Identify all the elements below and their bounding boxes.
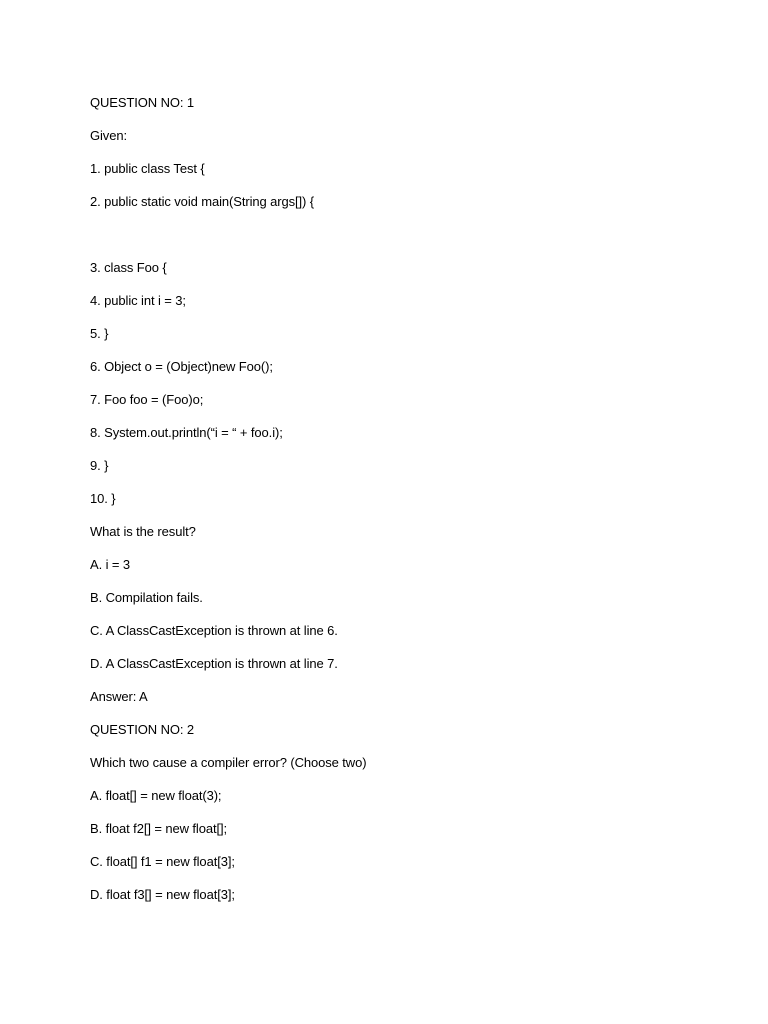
question-2-option-b: B. float f2[] = new float[];	[90, 821, 228, 836]
question-2-prompt: Which two cause a compiler error? (Choose two)	[90, 755, 367, 770]
code-line-1: 1. public class Test {	[90, 161, 205, 176]
question-1-heading: QUESTION NO: 1	[90, 95, 195, 110]
given-label: Given:	[90, 128, 127, 143]
question-2-heading: QUESTION NO: 2	[90, 722, 195, 737]
question-1-option-c: C. A ClassCastException is thrown at line 6.	[90, 623, 338, 638]
question-1-option-d: D. A ClassCastException is thrown at line 7.	[90, 656, 338, 671]
code-line-6: 6. Object o = (Object)new Foo();	[90, 359, 273, 374]
question-1-option-b: B. Compilation fails.	[90, 590, 203, 605]
code-line-4: 4. public int i = 3;	[90, 293, 186, 308]
code-line-8: 8. System.out.println(“i = “ + foo.i);	[90, 425, 283, 440]
question-1-prompt: What is the result?	[90, 524, 196, 539]
question-2-option-a: A. float[] = new float(3);	[90, 788, 222, 803]
code-line-5: 5. }	[90, 326, 109, 341]
code-line-3: 3. class Foo {	[90, 260, 167, 275]
question-1-option-a: A. i = 3	[90, 557, 131, 572]
question-2-option-d: D. float f3[] = new float[3];	[90, 887, 235, 902]
code-line-2: 2. public static void main(String args[]) {	[90, 194, 315, 209]
question-2-option-c: C. float[] f1 = new float[3];	[90, 854, 235, 869]
question-1-answer: Answer: A	[90, 689, 148, 704]
code-line-9: 9. }	[90, 458, 109, 473]
code-line-7: 7. Foo foo = (Foo)o;	[90, 392, 204, 407]
code-line-10: 10. }	[90, 491, 116, 506]
